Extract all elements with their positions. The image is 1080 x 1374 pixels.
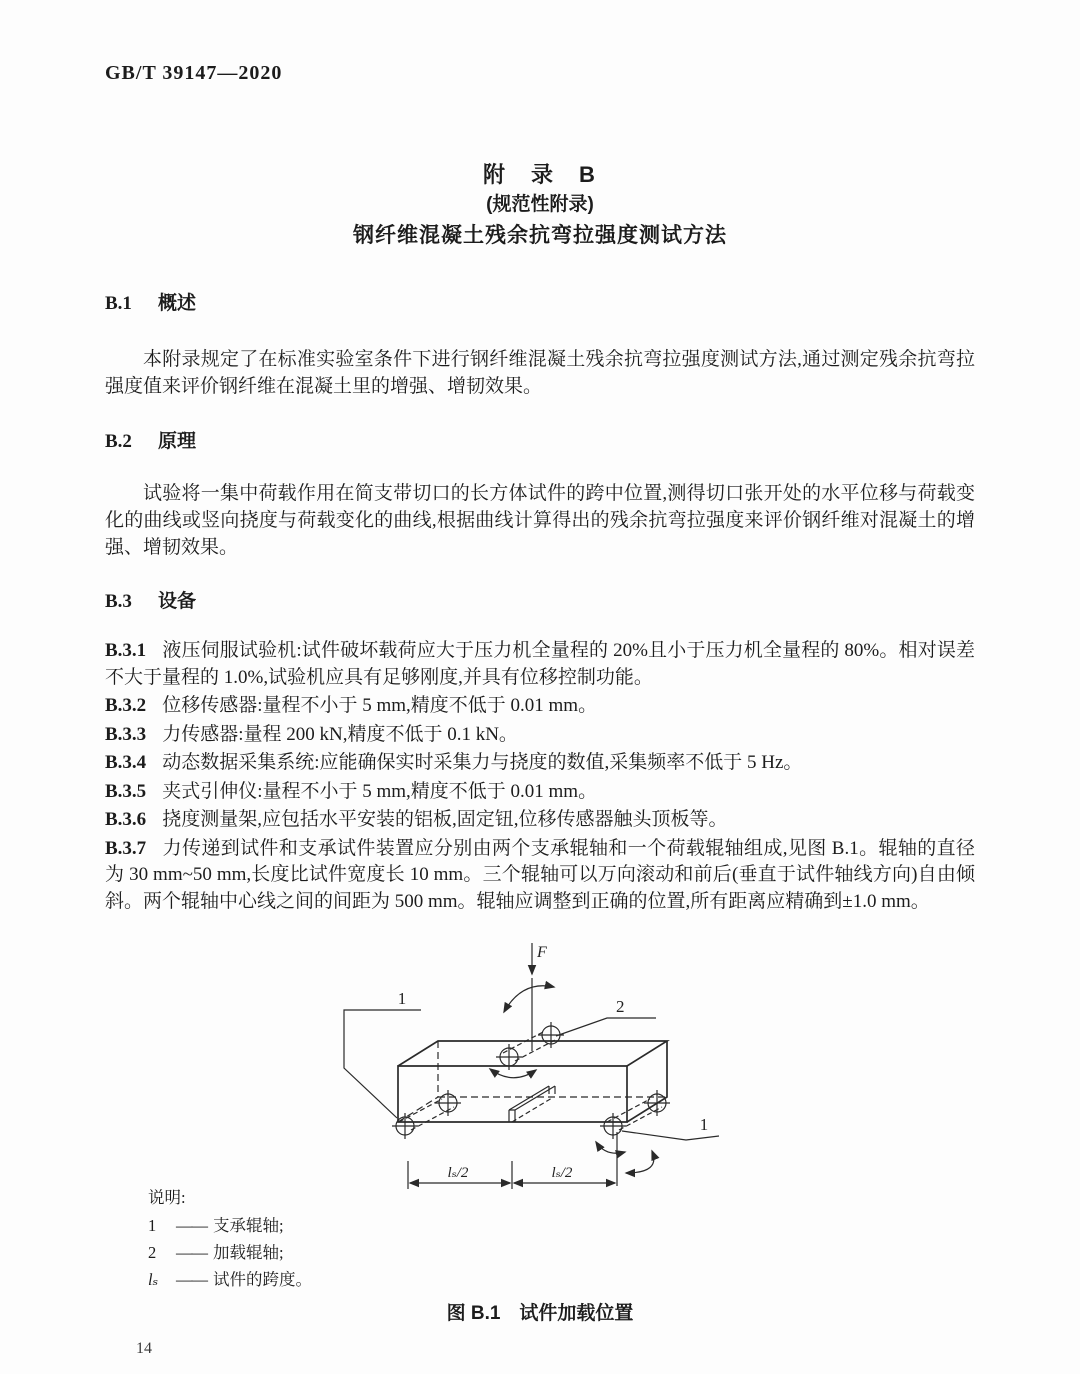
figure-caption: 图 B.1 试件加载位置 (446, 1303, 634, 1324)
legend-title: 说明: (148, 1188, 186, 1207)
section-b2-number: B.2 (105, 431, 132, 452)
section-b3-number: B.3 (105, 591, 132, 612)
equipment-item-b37-text: 力传递到试件和支承试件装置应分别由两个支承辊轴和一个荷载辊轴组成,见图 B.1。辊轴的直径为 30 mm~50 mm,长度比试件宽度长 10 mm。三个辊轴可以万向滚动和前后(垂直于试件轴线方向)自由倾斜。两个辊轴中心线之间的间距为 500 mm。辊轴应调整到正确的位置,所有距离应精确到±1.0 mm。 (105, 837, 975, 912)
support-right-label: 1 (699, 1115, 709, 1134)
load-roller (496, 1022, 564, 1070)
section-b1-number: B.1 (105, 293, 132, 314)
appendix-method-title: 钢纤维混凝土残余抗弯拉强度测试方法 (353, 224, 727, 247)
section-b1-paragraph: 本附录规定了在标准实验室条件下进行钢纤维混凝土残余抗弯拉强度测试方法,通过测定残余抗弯拉强度值来评价钢纤维在混凝土里的增强、增韧效果。 (105, 349, 975, 397)
section-b1-heading (105, 292, 975, 316)
appendix-subtitle: (规范性附录) (486, 194, 594, 215)
legend-desc-load: 加载辊轴; (213, 1243, 284, 1262)
section-b2 (105, 430, 975, 561)
equipment-item-b31-text: 液压伺服试验机:试件破坏载荷应大于压力机全量程的 20%且小于压力机全量程的 80%。相对误差不大于量程的 1.0%,试验机应具有足够刚度,并具有位移控制功能。 (105, 640, 975, 688)
page-number: 14 (136, 1340, 152, 1357)
section-b3-heading (105, 590, 975, 614)
section-b2-paragraph: 试验将一集中荷载作用在简支带切口的长方体试件的跨中位置,测得切口张开处的水平位移与荷载变化的曲线或竖向挠度与荷载变化的曲线,根据曲线计算得出的残余抗弯拉强度来评价钢纤维对混凝土的增强、增韧效果。 (105, 483, 975, 558)
section-b3-title: 设备 (157, 591, 196, 612)
equipment-list (105, 638, 975, 915)
leader-support-left (344, 1010, 421, 1118)
tilt-arc-left (596, 1142, 625, 1153)
equipment-item-b34-number: B.3.4 (105, 752, 147, 773)
legend-dash: —— (176, 1243, 207, 1262)
equipment-item-b36-number: B.3.6 (105, 809, 147, 830)
equipment-item-b32-text: 位移传感器:量程不小于 5 mm,精度不低于 0.01 mm。 (162, 695, 598, 716)
section-b2-heading (105, 430, 975, 454)
equipment-item-b33-number: B.3.3 (105, 723, 147, 745)
equipment-item-b35-number: B.3.5 (105, 780, 147, 802)
load-roller-label: 2 (616, 997, 625, 1016)
rotation-arc-top (504, 986, 554, 1012)
appendix-title-block (0, 160, 1080, 251)
legend-dash: —— (176, 1216, 207, 1235)
legend-desc-support: 支承辊轴; (213, 1216, 284, 1235)
equipment-item-b37-number: B.3.7 (105, 837, 147, 859)
legend-item-support (148, 1212, 312, 1239)
legend-symbol-ls: lₛ (148, 1270, 159, 1289)
legend-symbol-2: 2 (148, 1243, 157, 1262)
tilt-arc-right (626, 1151, 654, 1173)
equipment-item-b31-number: B.3.1 (105, 640, 147, 661)
equipment-item-b33-text: 力传感器:量程 200 kN,精度不低于 0.1 kN。 (162, 723, 518, 745)
figure-b1 (330, 933, 790, 1195)
equipment-item-b32 (105, 693, 975, 720)
equipment-item-b36-text: 挠度测量架,应包括水平安装的铝板,固定钮,位移传感器触头顶板等。 (162, 809, 728, 830)
appendix-title: 附 录 B (483, 162, 597, 187)
section-b2-title: 原理 (157, 431, 196, 452)
rotation-arc-midspan (490, 1069, 536, 1078)
diagram-linework (344, 943, 719, 1189)
leader-load-roller (556, 1018, 656, 1036)
figure-legend (148, 1186, 312, 1293)
legend-dash: —— (176, 1270, 207, 1289)
equipment-item-b31 (105, 638, 975, 691)
dim-label-right: lₛ/2 (551, 1165, 573, 1181)
equipment-item-b35-text: 夹式引伸仪:量程不小于 5 mm,精度不低于 0.01 mm。 (162, 780, 598, 802)
equipment-item-b37 (105, 836, 975, 916)
equipment-item-b36 (105, 807, 975, 834)
section-b1-title: 概述 (157, 293, 196, 314)
equipment-item-b34 (105, 750, 975, 777)
section-b3 (105, 590, 975, 917)
equipment-item-b34-text: 动态数据采集系统:应能确保实时采集力与挠度的数值,采集频率不低于 5 Hz。 (162, 752, 803, 773)
standard-number: GB/T 39147—2020 (105, 62, 283, 84)
force-label: F (537, 944, 547, 961)
dim-label-left: lₛ/2 (447, 1165, 469, 1181)
legend-symbol-1: 1 (148, 1216, 157, 1235)
legend-item-span (148, 1266, 312, 1293)
dimension-lines (408, 1132, 617, 1189)
support-left-label: 1 (397, 989, 407, 1008)
specimen-loading-diagram (330, 933, 790, 1195)
legend-item-load (148, 1239, 312, 1266)
legend-desc-span: 试件的跨度。 (213, 1270, 312, 1289)
equipment-item-b32-number: B.3.2 (105, 695, 147, 716)
section-b1 (105, 292, 975, 400)
equipment-item-b33 (105, 722, 975, 749)
equipment-item-b35 (105, 779, 975, 806)
specimen-notch (509, 1086, 555, 1122)
